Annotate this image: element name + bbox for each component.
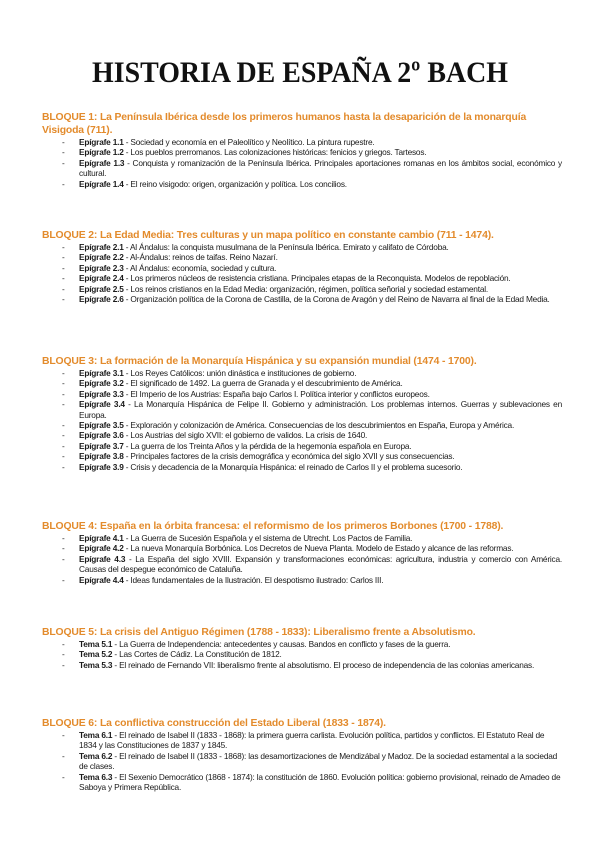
item-text: - Al-Ándalus: reinos de taifas. Reino Nazarí. <box>123 252 278 263</box>
list-item: - Epígrafe 2.1 - Al Ándalus: la conquista musulmana de la Península Ibérica. Emirato y califato de Córdoba. <box>62 242 449 252</box>
item-label: Epígrafe 2.4 <box>79 273 124 284</box>
item-label: Epígrafe 2.3 <box>79 262 124 273</box>
page-title: HISTORIA DE ESPAÑA 2º BACH <box>92 56 508 89</box>
item-label: Epígrafe 1.1 <box>79 137 124 147</box>
list-item: - Epígrafe 1.2 - Los pueblos prerromanos. Las colonizaciones históricas: fenicios y griegos. Tartesos. <box>62 147 427 158</box>
item-label: Epígrafe 4.1 <box>79 533 124 543</box>
list-item: - Epígrafe 4.1 - La Guerra de Sucesión Española y el sistema de Utrecht. Los Pactos de Familia. <box>62 533 413 543</box>
list-item: - Tema 5.2 - Las Cortes de Cádiz. La Constitución de 1812. <box>62 649 282 660</box>
item-label: Epígrafe 4.4 <box>79 574 124 585</box>
list-item: - Epígrafe 4.4 - Ideas fundamentales de la Ilustración. El despotismo ilustrado: Carlos III. <box>62 574 384 585</box>
item-text: - Principales factores de la crisis demográfica y económica del siglo XVII y sus consecuencias. <box>123 451 455 462</box>
item-label: Epígrafe 3.6 <box>79 430 124 441</box>
item-label: Epígrafe 3.8 <box>79 451 124 462</box>
list-item: - Epígrafe 2.3 - Al Ándalus: economía, sociedad y cultura. <box>62 262 277 273</box>
bloque-3 <box>42 355 562 472</box>
bloque-title: BLOQUE 1: La Península Ibérica desde los primeros humanos hasta la desaparición de la monarquía Visigoda (711). <box>42 112 527 136</box>
tema-list <box>42 730 562 792</box>
item-text: - La Monarquía Hispánica de Felipe II. Gobierno y administración. Los problemas internos. Guerras y sublevaciones en Europa. <box>79 399 563 420</box>
item-text: - El reinado de Isabel II (1833 - 1868): la primera guerra carlista. Evolución política, partidos y conflictos. El Estatuto Real de 1834 y las Constituciones de 1837 y 1845. <box>79 730 545 751</box>
item-text: - El reinado de Fernando VII: liberalismo frente al absolutismo. El proceso de independencia de las colonias americanas. <box>112 659 535 670</box>
item-label: Epígrafe 1.3 <box>79 157 125 168</box>
list-item: - Epígrafe 2.4 - Los primeros núcleos de resistencia cristiana. Principales etapas de la Reconquista. Modelos de repoblación. <box>62 273 511 284</box>
item-label: Epígrafe 2.2 <box>79 252 124 263</box>
bloque-title: BLOQUE 6: La conflictiva construcción del Estado Liberal (1833 - 1874). <box>42 718 386 729</box>
item-label: Tema 5.1 <box>79 639 113 649</box>
list-item: - Tema 6.1 - El reinado de Isabel II (1833 - 1868): la primera guerra carlista. Evolución política, partidos y conflictos. El Estatuto Real de 1834 y las Constituciones de 1837 y 1845. <box>62 730 545 751</box>
bloque-title: BLOQUE 5: La crisis del Antiguo Régimen (1788 - 1833): Liberalismo frente a Absolutismo. <box>42 627 476 638</box>
item-label: Epígrafe 3.2 <box>79 378 124 389</box>
item-label: Tema 6.3 <box>79 771 113 782</box>
item-text: - Al Ándalus: la conquista musulmana de la Península Ibérica. Emirato y califato de Córdoba. <box>123 242 449 252</box>
item-text: - Las Cortes de Cádiz. La Constitución de 1812. <box>112 649 282 660</box>
item-label: Tema 6.2 <box>79 750 113 761</box>
bloque-6 <box>42 717 562 792</box>
bloque-2 <box>42 229 562 304</box>
bloque-5 <box>42 626 562 670</box>
list-item: - Epígrafe 4.2 - La nueva Monarquía Borbónica. Los Decretos de Nueva Planta. Modelo de Estado y alcance de las reformas. <box>62 543 514 554</box>
list-item: - Epígrafe 2.6 - Organización política de la Corona de Castilla, de la Corona de Aragón y del Reino de Navarra al final de la Edad Media. <box>62 294 550 305</box>
list-item: - Epígrafe 2.5 - Los reinos cristianos en la Edad Media: organización, régimen, política señorial y sociedad estamental. <box>62 283 488 294</box>
item-text: - Los Austrias del siglo XVII: el gobierno de validos. La crisis de 1640. <box>123 430 368 441</box>
item-label: Epígrafe 4.2 <box>79 543 124 554</box>
item-label: Tema 5.2 <box>79 649 113 660</box>
item-text: - Los Reyes Católicos: unión dinástica e instituciones de gobierno. <box>123 368 357 378</box>
item-text: - El Sexenio Democrático (1868 - 1874): la constitución de 1860. Evolución política: gobierno provisional, reinado de Amadeo de Saboya y Primera República. <box>79 771 561 793</box>
item-label: Epígrafe 2.6 <box>79 294 124 305</box>
list-item: - Epígrafe 3.9 - Crisis y decadencia de la Monarquía Hispánica: el reinado de Carlos II y el problema sucesorio. <box>62 461 463 472</box>
epigrafe-list <box>42 137 562 189</box>
list-item: - Epígrafe 3.7 - La guerra de los Treinta Años y la pérdida de la hegemonía española en Europa. <box>62 440 412 451</box>
list-item: - Epígrafe 3.2 - El significado de 1492. La guerra de Granada y el descubrimiento de América. <box>62 378 403 389</box>
list-item: - Epígrafe 3.3 - El Imperio de los Austrias: España bajo Carlos I. Política interior y conflictos europeos. <box>62 388 430 399</box>
list-item: - Epígrafe 3.4 - La Monarquía Hispánica de Felipe II. Gobierno y administración. Los problemas internos. Guerras y sublevaciones en Europa. <box>62 399 563 420</box>
epigrafe-list <box>42 242 562 304</box>
item-text: - Ideas fundamentales de la Ilustración. El despotismo ilustrado: Carlos III. <box>123 574 384 585</box>
list-item: - Epígrafe 3.1 - Los Reyes Católicos: unión dinástica e instituciones de gobierno. <box>62 368 357 378</box>
list-item: - Epígrafe 4.3 - La España del siglo XVIII. Expansión y transformaciones económicas: agricultura, industria y comercio con América. Causas del despegue económico de Cataluña. <box>62 553 562 575</box>
bloque-4 <box>42 520 562 585</box>
item-text: - La España del siglo XVIII. Expansión y transformaciones económicas: agricultura, industria y comercio con América. Causas del despegue económico de Cataluña. <box>79 553 562 575</box>
list-item: - Tema 5.1 - La Guerra de Independencia: antecedentes y causas. Bandos en conflicto y fases de la guerra. <box>62 639 451 649</box>
item-label: Epígrafe 3.5 <box>79 420 124 431</box>
bloque-title: BLOQUE 3: La formación de la Monarquía Hispánica y su expansión mundial (1474 - 1700). <box>42 356 477 367</box>
item-text: - Conquista y romanización de la Península Ibérica. Principales aportaciones romanas en los ámbitos social, económico y cultural. <box>79 157 562 179</box>
list-item: - Epígrafe 1.3 - Conquista y romanización de la Península Ibérica. Principales aportaciones romanas en los ámbitos social, económico y cultural. <box>62 157 562 179</box>
item-label: Epígrafe 3.1 <box>79 368 124 378</box>
item-text: - Crisis y decadencia de la Monarquía Hispánica: el reinado de Carlos II y el problema sucesorio. <box>123 461 463 472</box>
item-text: - Sociedad y economía en el Paleolítico y Neolítico. La pintura rupestre. <box>123 137 375 147</box>
item-label: Tema 6.1 <box>79 730 113 740</box>
item-text: - El reino visigodo: origen, organización y política. Los concilios. <box>123 178 347 189</box>
list-item: - Tema 5.3 - El reinado de Fernando VII: liberalismo frente al absolutismo. El proceso de independencia de las colonias americanas. <box>62 659 535 670</box>
list-item: - Tema 6.3 - El Sexenio Democrático (1868 - 1874): la constitución de 1860. Evolución política: gobierno provisional, reinado de Amadeo de Saboya y Primera República. <box>62 771 561 793</box>
epigrafe-list <box>42 533 562 585</box>
list-item: - Epígrafe 3.5 - Exploración y colonización de América. Consecuencias de los descubrimientos en España, Europa y América. <box>62 420 515 431</box>
epigrafe-list <box>42 368 562 472</box>
bloque-title: BLOQUE 2: La Edad Media: Tres culturas y un mapa político en constante cambio (711 - 1474). <box>42 230 494 241</box>
item-text: - La Guerra de Independencia: antecedentes y causas. Bandos en conflicto y fases de la guerra. <box>112 639 451 649</box>
tema-list <box>42 639 562 670</box>
list-item: - Epígrafe 1.4 - El reino visigodo: origen, organización y política. Los concilios. <box>62 178 347 189</box>
item-text: - Los reinos cristianos en la Edad Media: organización, régimen, política señorial y sociedad estamental. <box>123 283 488 294</box>
item-label: Epígrafe 1.4 <box>79 178 124 189</box>
item-label: Epígrafe 1.2 <box>79 147 124 158</box>
bloque-1 <box>42 111 562 189</box>
list-item: - Epígrafe 3.8 - Principales factores de la crisis demográfica y económica del siglo XVII y sus consecuencias. <box>62 451 455 462</box>
item-label: Epígrafe 3.3 <box>79 388 124 399</box>
item-label: Tema 5.3 <box>79 659 113 670</box>
list-item: - Epígrafe 1.1 - Sociedad y economía en el Paleolítico y Neolítico. La pintura rupestre. <box>62 137 375 147</box>
list-item: - Tema 6.2 - El reinado de Isabel II (1833 - 1868): las desamortizaciones de Mendizábal y Madoz. De la sociedad estamental a la sociedad de clases. <box>62 750 558 772</box>
item-text: - Al Ándalus: economía, sociedad y cultura. <box>123 262 277 273</box>
item-text: - El significado de 1492. La guerra de Granada y el descubrimiento de América. <box>123 378 403 389</box>
item-label: Epígrafe 4.3 <box>79 553 126 564</box>
list-item: - Epígrafe 2.2 - Al-Ándalus: reinos de taifas. Reino Nazarí. <box>62 252 278 263</box>
item-text: - El reinado de Isabel II (1833 - 1868): las desamortizaciones de Mendizábal y Madoz. De la sociedad estamental a la sociedad de clases. <box>79 750 558 772</box>
item-label: Epígrafe 3.9 <box>79 461 124 472</box>
item-text: - Organización política de la Corona de Castilla, de la Corona de Aragón y del Reino de Navarra al final de la Edad Media. <box>123 294 550 305</box>
item-text: - El Imperio de los Austrias: España bajo Carlos I. Política interior y conflictos europeos. <box>123 388 430 399</box>
item-label: Epígrafe 3.4 <box>79 399 125 410</box>
item-text: - La nueva Monarquía Borbónica. Los Decretos de Nueva Planta. Modelo de Estado y alcance de las reformas. <box>123 543 514 554</box>
item-text: - La guerra de los Treinta Años y la pérdida de la hegemonía española en Europa. <box>123 440 412 451</box>
list-item: - Epígrafe 3.6 - Los Austrias del siglo XVII: el gobierno de validos. La crisis de 1640. <box>62 430 368 441</box>
item-label: Epígrafe 2.1 <box>79 242 124 252</box>
item-label: Epígrafe 2.5 <box>79 283 124 294</box>
item-label: Epígrafe 3.7 <box>79 440 124 451</box>
item-text: - La Guerra de Sucesión Española y el sistema de Utrecht. Los Pactos de Familia. <box>123 533 413 543</box>
item-text: - Los primeros núcleos de resistencia cristiana. Principales etapas de la Reconquista. Modelos de repoblación. <box>123 273 511 284</box>
item-text: - Los pueblos prerromanos. Las colonizaciones históricas: fenicios y griegos. Tartesos. <box>123 147 427 158</box>
bloque-title: BLOQUE 4: España en la órbita francesa: el reformismo de los primeros Borbones (1700 - 1788). <box>42 521 504 532</box>
item-text: - Exploración y colonización de América. Consecuencias de los descubrimientos en España, Europa y América. <box>123 420 515 431</box>
